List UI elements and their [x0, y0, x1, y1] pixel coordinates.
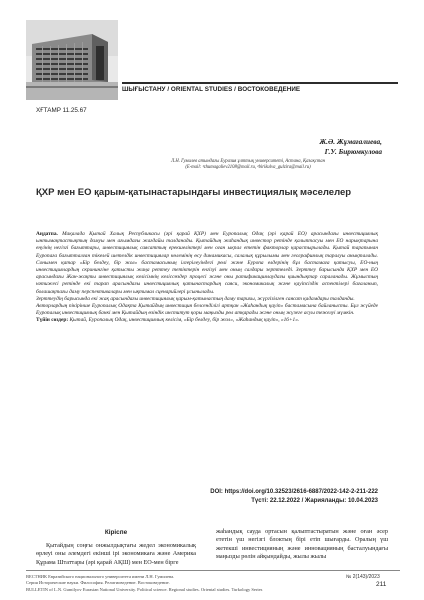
intro-paragraph: Қытайдың соңғы онжылдықтағы жедел экономикалық өрлеуі оны әлемдегі екінші ірі экономикаға және Америка Құрама Штаттары (әрі қарай АҚШ) мен ЕО-мен бірге	[36, 542, 196, 566]
section-label: ШЫҒЫСТАНУ / ORIENTAL STUDIES / ВОСТОКОВЕДЕНИЕ	[122, 86, 301, 93]
journal-header	[26, 20, 398, 100]
intro-paragraph: жаһандық сауда ортасын қалыптастыратын және оған әсер ететін үш негізгі блоктың бірі етіп шығарды. Оралың үш жетекші инвестицияның және инновацияның басталуындағы маңызды рөлін айқындайды, жылы жылы	[216, 528, 388, 561]
intro-heading: Кіріспе	[104, 529, 128, 536]
author-list	[319, 137, 382, 157]
page-footer	[26, 574, 400, 596]
footer-divider	[26, 570, 400, 571]
author-name: Ж.Ә. Жұмағалиева,	[319, 137, 382, 146]
author-name: Г.У. Бирюмкулова	[324, 147, 382, 156]
abstract-text: Зерттеудің барысында екі жақ арасындағы инвестициялық қарым-қатынастың даму тарихы, жүргізілген саясат қадамдары талданды.	[36, 295, 355, 302]
abstract-text: Авторлардың пікірінше Еуропалық Одақта Қытайдың инвестиция белсенділігі артқан «Жаһандық қауіп» бастамасына байланысты. Бұл жүйеде Еуропалық инвестициялық банкі мен Қытайдың өзіндік институт қоры маңызды рөл атқарады және оның жүзеге асуы тежелуі мүмкін.	[36, 302, 378, 317]
irstea-code: ХҒТАМР 11.25.67	[36, 107, 87, 114]
keywords-text: Қытай, Еуропалық Одақ, инвестициялық келісім, «Бір белдеу, бір жол», «Жаһандық қауіп», «16+1».	[69, 317, 300, 324]
publication-dates: Түсті: 22.12.2022 / Жарияланды: 10.04.2023	[251, 497, 378, 504]
doi-link[interactable]: DOI: https://doi.org/10.32523/2616-6887/2022-142-2-211-222	[210, 489, 378, 495]
page-number: 211	[376, 581, 387, 588]
keywords	[36, 317, 378, 324]
abstract-paragraph	[36, 296, 378, 303]
issue-number: № 2(143)/2023	[346, 574, 380, 580]
keywords-label: Түйін сөздер:	[36, 317, 69, 324]
abstract-paragraph	[36, 303, 378, 317]
journal-info: ВЕСТНИК Евразийского национального университета имени Л.Н. Гумилева. Серия Исторические науки. Философия. Религиоведение. Востоковедение. BULLETIN of L.N. Gumilyov Eurasian National University. Political science. Regional studies. Oriental studies. Turkology Series	[26, 574, 263, 592]
header-divider	[122, 82, 398, 84]
abstract	[36, 231, 378, 324]
article-title: ҚХР мен ЕО қарым-қатынастарындағы инвестициялық мәселелер	[36, 187, 352, 198]
affiliation	[112, 159, 384, 172]
affiliation-text: Л.Н. Гумилев атындағы Еуразия ұлттық университеті, Астана, Қазақстан (E-mail: ¹zhumagaliev2108@mail.ru, ²birikulva_gulzira@mail.ru)	[171, 159, 325, 171]
abstract-paragraph	[36, 231, 378, 296]
abstract-text: Мақалада Қытай Халық Республикасы (әрі қарай ҚХР) мен Еуропалық Одақ (әрі қарай ЕО) арасындағы инвестициялық ынтымақтастықтың дамуы мен ағымдағы жағдайы талданады. Қытайдың жаһандық инвестор ретінде қалыптасуы мен ЕО нарықтарына енуінің негізгі бағыттары, инвестициялық саясаттың ерекшеліктері мен оған ықпал ететін факторлар қарастырылады. Қытай тарапынан Еуропаға бағытталған тікелей шетелдік инвестициялар көлемінің өсу динамикасы, салалық құрылымы мен географиялық таралуы анықталады. Сонымен қатар «Бір белдеу, бір жол» бастамасының ілгерілеуіндегі рөлі және Еуропа елдерінің бұл бастамаға қатысуы, ЕО-ның инвестициялардың скринингіне қатысты жаңа реттеу тетіктерін енгізуі мен оның салдары зерттеледі. Зерттеу барысында ҚХР мен ЕО арасындағы Жан-жақты инвестициялық келісімнің келіссөздер процесі және оны ратификациялаудағы қиындықтар сараланады. Жұмыстың нәтижесі ретінде екі тарап арасындағы инвестициялық қатынастардың саяси, экономикалық және қауіпсіздік аспектілері бағаланып, болашақтағы даму перспективалары мен ықтимал сценарийлері ұсынылады.	[36, 231, 378, 295]
intro-left-column	[36, 528, 196, 567]
intro-right-column	[216, 528, 388, 562]
doi-block	[210, 488, 378, 505]
university-building-logo	[26, 20, 118, 100]
abstract-label: Аңдатпа.	[36, 231, 58, 237]
